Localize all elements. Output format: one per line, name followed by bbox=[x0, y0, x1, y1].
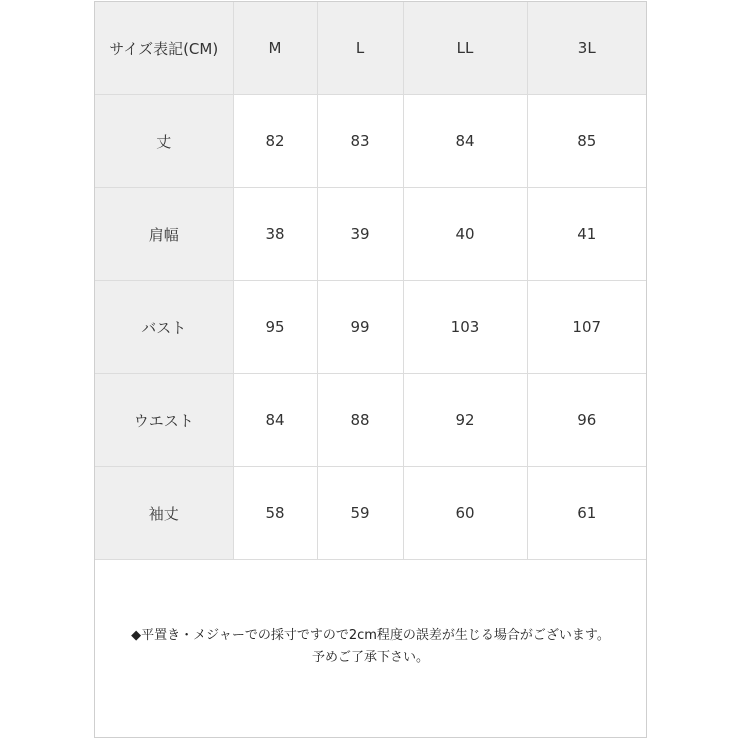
table-cell: 95 bbox=[233, 281, 317, 374]
header-size-ll: LL bbox=[403, 2, 527, 95]
table-cell: 84 bbox=[233, 374, 317, 467]
table-cell: 61 bbox=[527, 467, 646, 560]
header-size-l: L bbox=[317, 2, 403, 95]
table-cell: 60 bbox=[403, 467, 527, 560]
row-label-waist: ウエスト bbox=[95, 374, 233, 467]
table-row bbox=[95, 281, 646, 374]
table-row bbox=[95, 467, 646, 560]
row-label-length: 丈 bbox=[95, 95, 233, 188]
header-size-m: M bbox=[233, 2, 317, 95]
row-label-shoulder: 肩幅 bbox=[95, 188, 233, 281]
table-cell: 82 bbox=[233, 95, 317, 188]
table-cell: 40 bbox=[403, 188, 527, 281]
table-cell: 103 bbox=[403, 281, 527, 374]
table-cell: 96 bbox=[527, 374, 646, 467]
header-size-label: サイズ表記(CM) bbox=[95, 2, 233, 95]
table-cell: 88 bbox=[317, 374, 403, 467]
size-table bbox=[95, 2, 646, 560]
measurement-note bbox=[95, 625, 646, 669]
table-cell: 107 bbox=[527, 281, 646, 374]
table-header-row bbox=[95, 2, 646, 95]
table-cell: 59 bbox=[317, 467, 403, 560]
row-label-bust: バスト bbox=[95, 281, 233, 374]
size-chart-frame bbox=[94, 1, 647, 738]
table-cell: 58 bbox=[233, 467, 317, 560]
table-cell: 84 bbox=[403, 95, 527, 188]
table-row bbox=[95, 374, 646, 467]
table-cell: 92 bbox=[403, 374, 527, 467]
row-label-sleeve: 袖丈 bbox=[95, 467, 233, 560]
table-cell: 39 bbox=[317, 188, 403, 281]
header-size-3l: 3L bbox=[527, 2, 646, 95]
table-row bbox=[95, 188, 646, 281]
table-cell: 38 bbox=[233, 188, 317, 281]
table-cell: 83 bbox=[317, 95, 403, 188]
table-row bbox=[95, 95, 646, 188]
table-cell: 85 bbox=[527, 95, 646, 188]
note-line-1: ◆平置き・メジャーでの採寸ですので2cm程度の誤差が生じる場合がございます。 bbox=[131, 628, 610, 643]
table-cell: 99 bbox=[317, 281, 403, 374]
table-cell: 41 bbox=[527, 188, 646, 281]
note-line-2: 予めご了承下さい。 bbox=[311, 650, 429, 665]
